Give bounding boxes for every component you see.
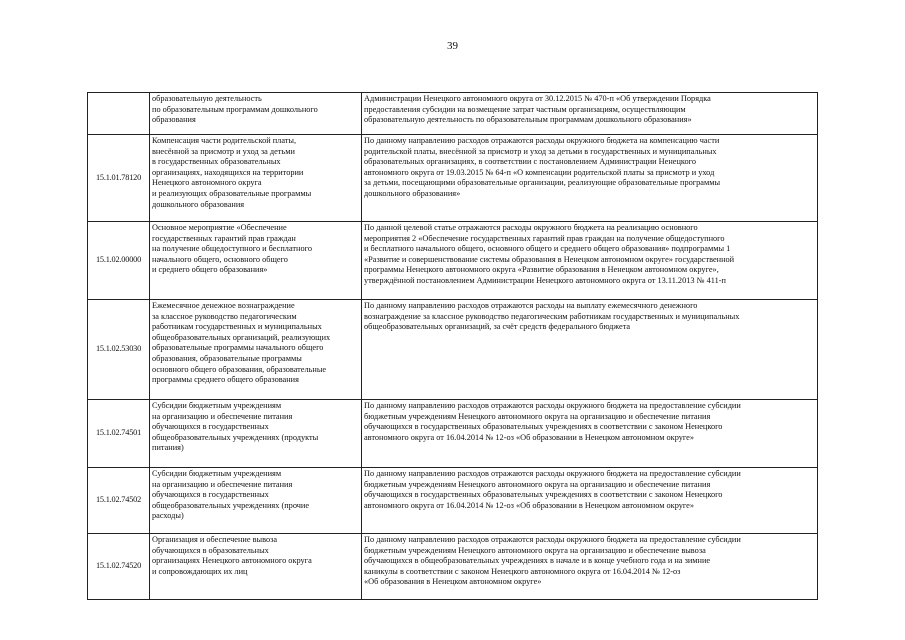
item-name: Организация и обеспечение вывоза обучающихся в образовательных организациях Ненецкого автономного округа и сопровождающих их лиц — [150, 534, 362, 600]
budget-code: 15.1.02.53030 — [88, 300, 150, 400]
budget-code: 15.1.02.74501 — [88, 400, 150, 468]
item-description: По данному направлению расходов отражаются расходы окружного бюджета на предоставление субсидии бюджетным учреждениям Ненецкого автономного округа на организацию и обеспечение вывоза обучающихся в общеобразовательных учреждениях в начале и в конце учебного года и на зимние каникулы в соответствии с законом Ненецкого автономного округа от 16.04.2014 № 12-оз «Об образования в Ненецком автономном округе» — [362, 534, 818, 600]
item-description: По данному направлению расходов отражаются расходы окружного бюджета на предоставление субсидии бюджетным учреждениям Ненецкого автономного округа на организацию и обеспечение питания обучающихся в государственных образовательных учреждениях в соответствии с законом Ненецкого автономного округа от 16.04.2014 № 12-оз «Об образовании в Ненецком автономном округе» — [362, 400, 818, 468]
table-row — [88, 93, 818, 135]
table-row — [88, 400, 818, 468]
budget-code: 15.1.01.78120 — [88, 135, 150, 222]
item-name: Субсидии бюджетным учреждениям на организацию и обеспечение питания обучающихся в государственных общеобразовательных учреждениях (прочие расходы) — [150, 468, 362, 534]
item-description: По данной целевой статье отражаются расходы окружного бюджета на реализацию основного мероприятия 2 «Обеспечение государственных гарантий прав граждан на получение общедоступного и бесплатного начального общего, основного общего и среднего общего образования» подпрограммы 1 «Развитие и совершенствование системы образования в Ненецком автономном округе» государственной программы Ненецкого автономного округа «Развитие образования в Ненецком автономном округе», утверждённой постановлением Администрации Ненецкого автономного округа от 13.11.2013 № 411-п — [362, 222, 818, 300]
table-row — [88, 300, 818, 400]
item-description: По данному направлению расходов отражаются расходы окружного бюджета на предоставление субсидии бюджетным учреждениям Ненецкого автономного округа на организацию и обеспечение питания обучающихся в государственных образовательных учреждениях в соответствии с законом Ненецкого автономного округа от 16.04.2014 № 12-оз «Об образовании в Ненецком автономном округе» — [362, 468, 818, 534]
item-name: образовательную деятельность по образовательным программам дошкольного образования — [150, 93, 362, 135]
item-description: Администрации Ненецкого автономного округа от 30.12.2015 № 470-п «Об утверждении Порядка предоставления субсидии на возмещение затрат частным организациям, осуществляющим образовательную деятельность по образовательным программам дошкольного образования» — [362, 93, 818, 135]
budget-code: 15.1.02.00000 — [88, 222, 150, 300]
page-number: 39 — [447, 40, 458, 52]
table-row — [88, 135, 818, 222]
table-row — [88, 534, 818, 600]
item-name: Основное мероприятие «Обеспечение государственных гарантий прав граждан на получение общедоступного и бесплатного начального общего, основного общего и среднего общего образования» — [150, 222, 362, 300]
item-description: По данному направлению расходов отражаются расходы окружного бюджета на компенсацию части родительской платы, внесённой за присмотр и уход за детьми в государственных и муниципальных образовательных организациях, в соответствии с постановлением Администрации Ненецкого автономного округа от 19.03.2015 № 64-п «О компенсации родительской платы за присмотр и уход за детьми, посещающими образовательные организации, реализующие образовательные программы дошкольного образования» — [362, 135, 818, 222]
item-name: Ежемесячное денежное вознаграждение за классное руководство педагогическим работникам государственных и муниципальных общеобразовательных организаций, реализующих образовательные программы начального общего образования, образовательные программы основного общего образования, образовательные программы среднего общего образования — [150, 300, 362, 400]
budget-code: 15.1.02.74520 — [88, 534, 150, 600]
item-name: Субсидии бюджетным учреждениям на организацию и обеспечение питания обучающихся в государственных общеобразовательных учреждениях (продукты питания) — [150, 400, 362, 468]
table-row — [88, 468, 818, 534]
budget-code — [88, 93, 150, 135]
table-row — [88, 222, 818, 300]
budget-code: 15.1.02.74502 — [88, 468, 150, 534]
item-description: По данному направлению расходов отражаются расходы на выплату ежемесячного денежного вознаграждение за классное руководство педагогическим работникам государственных и муниципальных общеобразовательных организаций, за счёт средств федерального бюджета — [362, 300, 818, 400]
budget-codes-table — [87, 92, 818, 600]
item-name: Компенсация части родительской платы, внесённой за присмотр и уход за детьми в государственных образовательных организациях, находящихся на территории Ненецкого автономного округа и реализующих образовательные программы дошкольного образования — [150, 135, 362, 222]
